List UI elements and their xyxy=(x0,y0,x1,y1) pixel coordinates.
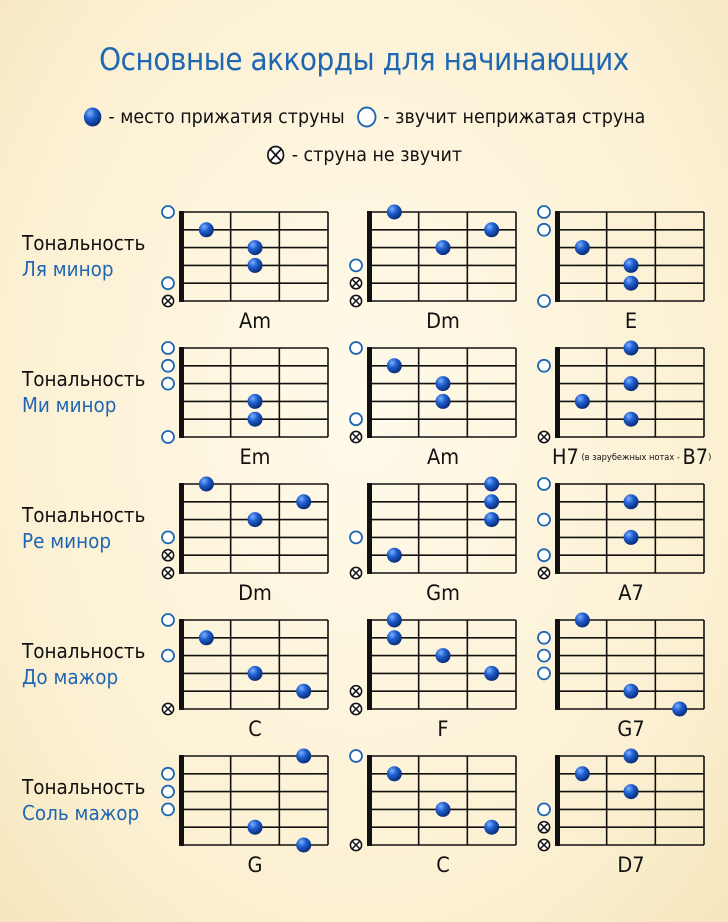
finger-dot xyxy=(248,412,263,427)
legend-pressed-label: - место прижатия струны xyxy=(108,106,345,128)
key-name: Соль мажор xyxy=(22,801,140,825)
open-string-icon xyxy=(538,224,550,236)
chord-diagram-c xyxy=(350,750,516,851)
open-string-icon xyxy=(162,786,174,798)
chord-name xyxy=(181,853,328,877)
nut-bar xyxy=(555,755,560,846)
chord-name-text: C xyxy=(436,853,450,877)
finger-dot xyxy=(484,222,499,237)
key-prefix: Тональность xyxy=(22,775,146,799)
chord-diagram-am xyxy=(350,342,516,443)
open-string-icon xyxy=(162,650,174,662)
open-string-icon xyxy=(162,431,174,443)
nut-bar xyxy=(555,347,560,438)
finger-dot xyxy=(624,376,639,391)
open-string-icon xyxy=(162,531,174,543)
finger-dot xyxy=(672,702,687,717)
finger-dot xyxy=(575,613,590,628)
finger-dot xyxy=(575,240,590,255)
finger-dot xyxy=(624,494,639,509)
nut-bar xyxy=(367,619,372,710)
finger-dot xyxy=(484,820,499,835)
open-string-icon xyxy=(538,360,550,372)
key-name: Ре минор xyxy=(22,529,112,553)
nut-bar xyxy=(367,211,372,302)
finger-dot xyxy=(296,838,311,853)
page-title: Основные аккорды для начинающих xyxy=(99,42,629,78)
nut-bar xyxy=(555,211,560,302)
nut-bar xyxy=(367,483,372,574)
open-string-icon xyxy=(350,413,362,425)
chord-name xyxy=(369,309,516,333)
finger-dot xyxy=(248,240,263,255)
legend-muted-label: - струна не звучит xyxy=(291,144,463,166)
open-string-icon xyxy=(350,750,362,762)
chord-name-text: Dm xyxy=(426,309,460,333)
chord-diagram-h7 xyxy=(538,341,704,443)
open-string-icon xyxy=(538,295,550,307)
finger-dot xyxy=(624,530,639,545)
chord-name-text: D7 xyxy=(617,853,645,877)
finger-dot xyxy=(387,630,402,645)
chord-diagram-g xyxy=(162,749,328,853)
chord-name-text: Em xyxy=(239,445,271,469)
finger-dot xyxy=(248,820,263,835)
key-name: До мажор xyxy=(22,665,119,689)
chord-name xyxy=(557,309,704,333)
key-prefix: Тональность xyxy=(22,231,146,255)
open-string-icon xyxy=(538,650,550,662)
chord-name xyxy=(369,445,516,469)
finger-dot xyxy=(387,358,402,373)
chord-diagram-am xyxy=(162,206,328,307)
finger-dot xyxy=(248,666,263,681)
open-string-icon xyxy=(162,206,174,218)
finger-dot xyxy=(624,258,639,273)
open-string-icon xyxy=(162,342,174,354)
finger-dot xyxy=(484,666,499,681)
finger-dot xyxy=(199,630,214,645)
chord-name xyxy=(369,853,516,877)
chord-name-text: Am xyxy=(238,309,272,333)
open-string-icon xyxy=(162,803,174,815)
finger-dot xyxy=(436,394,451,409)
open-string-icon xyxy=(162,277,174,289)
nut-bar xyxy=(367,347,372,438)
chord-name xyxy=(557,717,704,741)
finger-dot xyxy=(436,648,451,663)
chord-name xyxy=(181,581,328,605)
open-string-icon xyxy=(538,549,550,561)
chord-name xyxy=(181,445,328,469)
open-string-icon xyxy=(350,342,362,354)
nut-bar xyxy=(179,755,184,846)
key-name: Ми минор xyxy=(22,393,117,417)
key-name: Ля минор xyxy=(22,257,114,281)
chord-name-text: C xyxy=(248,717,262,741)
finger-dot xyxy=(436,376,451,391)
finger-dot xyxy=(484,477,499,492)
finger-dot xyxy=(624,749,639,764)
chord-name-text: G xyxy=(247,853,263,877)
finger-dot xyxy=(624,784,639,799)
chord-name xyxy=(181,717,328,741)
nut-bar xyxy=(555,483,560,574)
chord-name xyxy=(369,717,516,741)
chord-name-text: Am xyxy=(426,445,460,469)
nut-bar xyxy=(555,619,560,710)
chord-name-text: G7 xyxy=(617,717,645,741)
open-string-icon xyxy=(538,667,550,679)
chord-diagram-dm xyxy=(350,205,516,307)
open-string-icon xyxy=(538,478,550,490)
chord-diagram-g7 xyxy=(538,613,704,717)
finger-dot xyxy=(387,205,402,220)
open-string-icon xyxy=(162,768,174,780)
finger-dot xyxy=(624,341,639,356)
finger-dot xyxy=(296,684,311,699)
finger-dot xyxy=(199,477,214,492)
open-string-icon xyxy=(538,803,550,815)
finger-dot xyxy=(296,749,311,764)
chord-name xyxy=(557,853,704,877)
chord-name xyxy=(552,445,728,469)
chord-diagram-em xyxy=(162,342,328,443)
finger-dot xyxy=(484,512,499,527)
chord-diagram-dm xyxy=(162,477,328,579)
finger-dot xyxy=(248,258,263,273)
chord-diagram-f xyxy=(350,613,516,715)
finger-dot xyxy=(624,276,639,291)
chord-diagram-gm xyxy=(350,477,516,579)
finger-dot xyxy=(248,512,263,527)
chord-diagram-d7 xyxy=(538,749,704,851)
chord-diagram-c xyxy=(162,614,328,715)
nut-bar xyxy=(179,347,184,438)
chord-name-note: (в зарубежных нотах - xyxy=(578,453,683,463)
chord-name-alt: B7 xyxy=(682,445,709,469)
chord-diagram-a7 xyxy=(538,478,704,579)
chord-name-text: H7 xyxy=(552,445,579,469)
finger-dot xyxy=(575,394,590,409)
chord-name-text: F xyxy=(437,717,449,741)
nut-bar xyxy=(367,755,372,846)
finger-dot xyxy=(624,412,639,427)
finger-dot xyxy=(624,684,639,699)
key-prefix: Тональность xyxy=(22,503,146,527)
finger-dot xyxy=(575,766,590,781)
open-string-icon xyxy=(162,360,174,372)
open-string-icon xyxy=(350,531,362,543)
open-string-icon xyxy=(162,614,174,626)
finger-dot xyxy=(436,802,451,817)
chord-name xyxy=(181,309,328,333)
finger-dot xyxy=(199,222,214,237)
chord-name xyxy=(369,581,516,605)
chord-name-close: ) xyxy=(708,453,712,463)
open-string-icon xyxy=(538,514,550,526)
finger-dot xyxy=(248,394,263,409)
open-string-icon xyxy=(538,206,550,218)
chord-name-text: A7 xyxy=(618,581,644,605)
chord-diagram-e xyxy=(538,206,704,307)
nut-bar xyxy=(179,211,184,302)
chord-name-text: Gm xyxy=(426,581,460,605)
finger-dot xyxy=(484,494,499,509)
legend-open-label: - звучит неприжатая струна xyxy=(383,106,646,128)
chord-name xyxy=(557,581,704,605)
chord-name-text: Dm xyxy=(238,581,272,605)
finger-dot xyxy=(436,240,451,255)
open-string-icon xyxy=(538,632,550,644)
finger-dot xyxy=(296,494,311,509)
key-prefix: Тональность xyxy=(22,639,146,663)
nut-bar xyxy=(179,619,184,710)
finger-dot xyxy=(387,613,402,628)
open-string-icon xyxy=(350,259,362,271)
finger-dot xyxy=(387,766,402,781)
finger-dot xyxy=(387,548,402,563)
chord-name-text: E xyxy=(624,309,638,333)
nut-bar xyxy=(179,483,184,574)
key-prefix: Тональность xyxy=(22,367,146,391)
open-string-icon xyxy=(162,378,174,390)
